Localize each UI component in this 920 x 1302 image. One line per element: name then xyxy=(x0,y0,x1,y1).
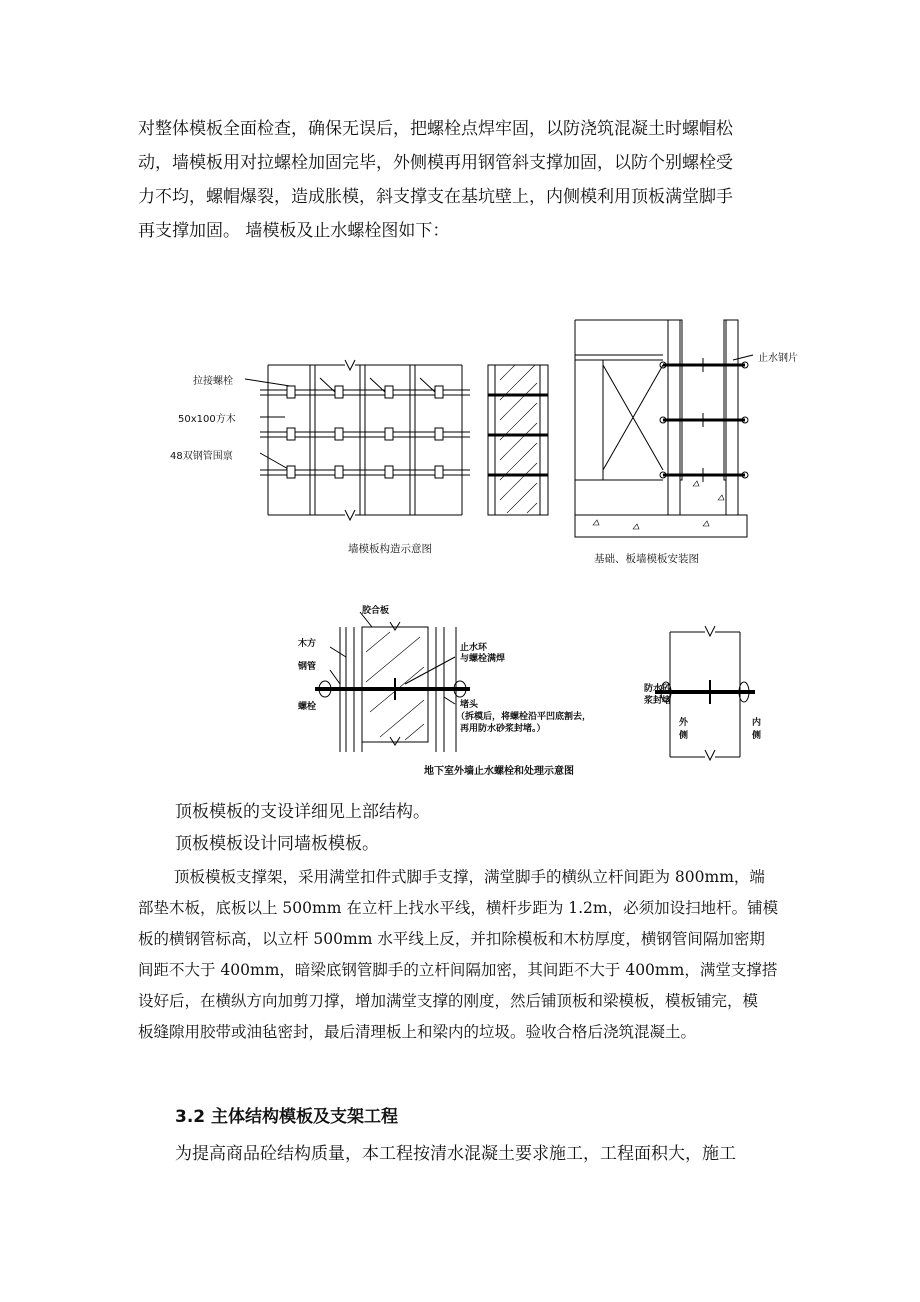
label-line: 浆封堵 xyxy=(644,696,672,706)
paragraph-roof-support xyxy=(138,862,788,1048)
label-timber: 木方 xyxy=(298,639,317,649)
label-steel-pipe: 钢管 xyxy=(298,662,317,672)
label-bolt: 螺栓 xyxy=(298,702,317,712)
figure-caption: 墙模板构造示意图 xyxy=(348,543,432,555)
label-line: 侧 xyxy=(752,731,762,741)
label-plywood: 胶合板 xyxy=(362,606,390,616)
text-line: 为提高商品砼结构质量，本工程按清水混凝土要求施工，工程面积大，施工 xyxy=(175,1144,736,1164)
text-line: 间距不大于 400mm，暗梁底钢管脚手的立杆间隔加密，其间距不大于 400mm，满堂支撑搭 xyxy=(138,961,778,979)
label-line: 防水砂 xyxy=(644,684,672,694)
text-line: 板缝隙用胶带或油毡密封，最后清理板上和梁内的垃圾。验收合格后浇筑混凝土。 xyxy=(138,1023,697,1041)
figure-caption: 基础、板墙模板安装图 xyxy=(594,553,699,565)
text-line: 部垫木板，底板以上 500mm 在立杆上找水平线，横杆步距为 1.2m，必须加设扫地杆。铺模 xyxy=(138,899,779,917)
paragraph-intro xyxy=(138,112,788,248)
foundation-formwork-drawing xyxy=(573,320,753,545)
label-line: 外 xyxy=(679,718,689,728)
water-stop-bolt-drawing xyxy=(310,612,780,762)
text-line: 设好后，在横纵方向加剪刀撑，增加满堂支撑的刚度，然后铺顶板和梁模板，模板铺完，模 xyxy=(138,992,759,1010)
text-line: 顶板模板的支设详细见上部结构。 xyxy=(175,802,430,822)
label-line: 止水环 xyxy=(460,643,488,653)
label-tie-bolt: 拉接螺栓 xyxy=(193,376,233,387)
label-line: 内 xyxy=(752,718,762,728)
label-line: 与螺栓满焊 xyxy=(460,654,506,664)
label-line: 堵头 xyxy=(460,700,479,710)
figure-caption: 地下室外墙止水螺栓和处理示意图 xyxy=(424,766,574,777)
section-heading: 3.2 主体结构模板及支架工程 xyxy=(175,1107,399,1127)
text-line: 顶板模板支撑架，采用满堂扣件式脚手支撑，满堂脚手的横纵立杆间距为 800mm，端 xyxy=(174,868,765,886)
text-line: 板的横钢管标高，以立杆 500mm 水平线上反，并扣除模板和木枋厚度，横钢管间隔加密期 xyxy=(138,930,765,948)
label-line: （拆模后，将螺栓沿平凹底割去， xyxy=(456,712,592,722)
text-line: 对整体模板全面检查，确保无误后，把螺栓点焊牢固，以防浇筑混凝土时螺帽松 xyxy=(138,119,733,139)
label-water-stop-plate: 止水钢片 xyxy=(758,353,798,364)
label-line: 再用防水砂浆封堵。） xyxy=(460,724,546,734)
text-line: 顶板模板设计同墙板模板。 xyxy=(175,834,379,854)
label-line: 侧 xyxy=(679,731,689,741)
text-line: 力不均，螺帽爆裂，造成胀模，斜支撑支在基坑壁上，内侧模利用顶板满堂脚手 xyxy=(138,187,733,207)
text-line: 再支撑加固。 墙模板及止水螺栓图如下： xyxy=(138,221,450,241)
label-timber: 50x100方木 xyxy=(178,414,236,425)
label-steel-pipe: 48双钢管围禀 xyxy=(170,451,233,462)
text-line: 动，墙模板用对拉螺栓加固完毕，外侧模再用钢管斜支撑加固，以防个别螺栓受 xyxy=(138,153,733,173)
